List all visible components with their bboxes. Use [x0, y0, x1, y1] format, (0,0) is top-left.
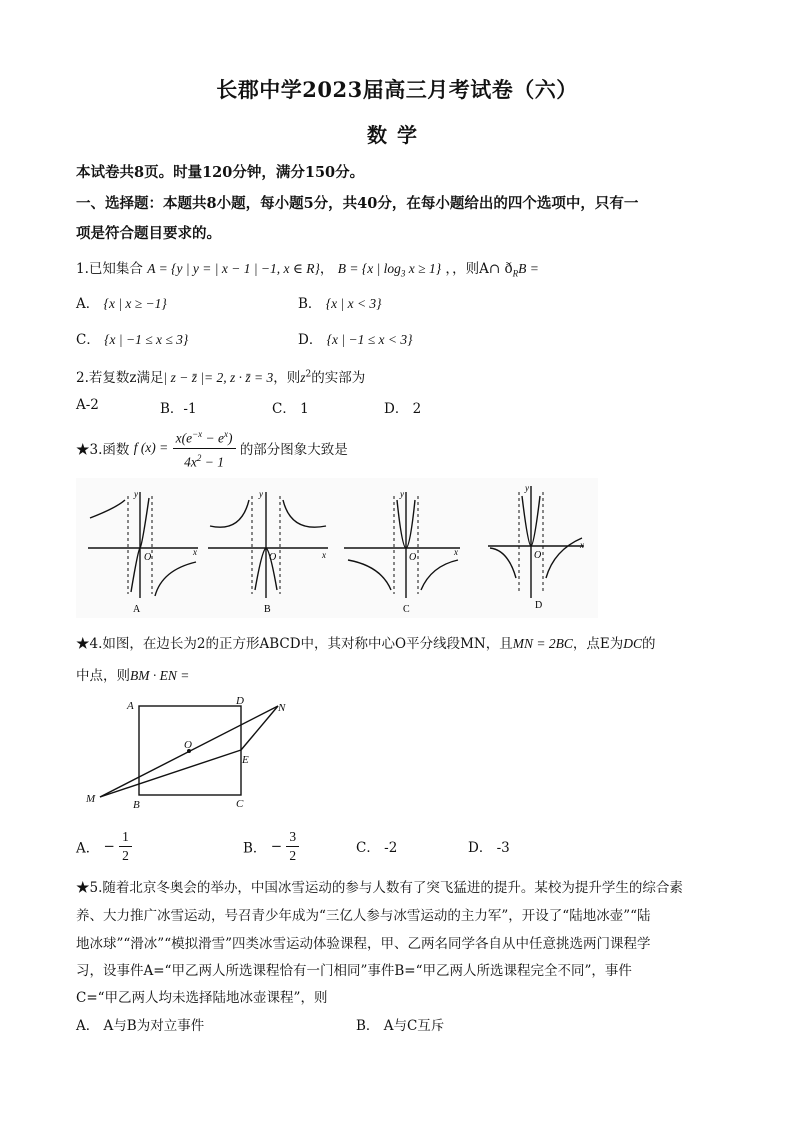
point-m: M: [86, 793, 96, 805]
svg-text:O: O: [534, 550, 542, 561]
q1-option-b[interactable]: B． {x | x < 3}: [298, 296, 382, 312]
q1-option-d[interactable]: D． {x | −1 ≤ x < 3}: [298, 332, 413, 348]
point-n: N: [278, 702, 286, 714]
question-number: 1.: [76, 261, 89, 277]
subscript-r: R: [512, 268, 519, 279]
q4-option-b[interactable]: B． − $\frac{3}{2}$: [243, 828, 299, 865]
question-5-line5: C=“甲乙两人均未选择陆地冰壶课程”，则: [76, 990, 328, 1006]
exam-title: 长郡中学2023届高三月考试卷（六）: [216, 77, 578, 102]
svg-text:O: O: [409, 552, 417, 563]
set-a-expression: A = {y | y = | x − 1 | −1, x ∈ R}: [147, 261, 320, 276]
svg-text:y: y: [525, 483, 529, 493]
svg-text:x: x: [580, 540, 584, 550]
section1-heading-line2: 项是符合题目要求的。: [76, 225, 221, 242]
q3-graph-options: [76, 478, 598, 618]
question-4-stem-line1: ★4.如图，在边长为2的正方形ABCD中，其对称中心O平分线段MN，且MN = 2BC，点E为DC的: [76, 636, 656, 652]
q4-option-c[interactable]: C． -2: [356, 840, 398, 856]
vertex-c: C: [236, 798, 244, 810]
q2-option-a[interactable]: A-2: [76, 397, 99, 413]
segment-me: [100, 750, 241, 797]
q5-option-b[interactable]: B． A与C互斥: [356, 1018, 445, 1034]
question-text: 已知集合: [88, 261, 143, 277]
vertex-d: D: [236, 695, 244, 707]
graph-b-label: B: [264, 604, 271, 615]
svg-text:x: x: [193, 547, 197, 557]
question-1-stem: [76, 257, 539, 279]
question-2-stem: 2.若复数z满足| z − z̄ |= 2, z · z̄ = 3，则$z^2$的实部为: [76, 369, 366, 386]
q5-option-a[interactable]: A． A与B为对立事件: [76, 1018, 205, 1034]
question-3-stem: ★3.函数 f (x) = $\frac{x(e^{-x} - e^x)}{4x^2 - 1}$ 的部分图象大致是: [76, 425, 348, 471]
graph-c-label: C: [403, 604, 410, 615]
svg-text:O: O: [269, 552, 277, 563]
question-5-line2: 养、大力推广冰雪运动，号召青少年成为“三亿人参与冰雪运动的主力军”，开设了“陆地冰壶”“陆: [76, 908, 651, 924]
graph-d-label: D: [535, 600, 543, 611]
point-o: O: [184, 739, 192, 751]
q2-option-c[interactable]: C． 1: [272, 401, 309, 417]
segment-en: [241, 706, 278, 750]
vertex-a: A: [127, 700, 134, 712]
svg-text:y: y: [400, 489, 404, 499]
fraction-denominator: $4x^2 - 1$: [184, 452, 224, 469]
point-e: E: [242, 754, 249, 766]
q4-segment-dc: DC: [623, 636, 642, 651]
q2-condition: | z − z̄ |= 2, z · z̄ = 3: [163, 370, 274, 385]
svg-text:x: x: [454, 547, 458, 557]
q4-condition-mn: MN = 2BC: [512, 636, 573, 651]
question-text: B =: [518, 261, 539, 276]
q4-square-figure: [76, 694, 300, 812]
subject-title: 数学: [367, 123, 427, 147]
set-b-expression: B = {x | $\log_3 x \ge 1$}: [337, 261, 442, 279]
q4-expression: BM · EN =: [130, 668, 190, 683]
vertex-b: B: [133, 799, 140, 811]
q2-option-d[interactable]: D． 2: [384, 401, 422, 417]
function-fraction: [173, 425, 236, 471]
question-4-stem-line2: 中点，则BM · EN =: [76, 668, 190, 684]
function-name: f (x) =: [133, 440, 169, 455]
exam-intro: 本试卷共8页。时量120分钟，满分150分。: [76, 164, 365, 181]
svg-text:y: y: [134, 489, 138, 499]
svg-text:x: x: [322, 550, 326, 560]
svg-text:O: O: [144, 552, 152, 563]
section1-heading-line1: 一、选择题：本题共8小题，每小题5分，共40分，在每小题给出的四个选项中，只有一: [76, 195, 639, 212]
q1-option-a[interactable]: A． {x | x ≥ −1}: [76, 296, 167, 312]
svg-text:y: y: [259, 489, 263, 499]
q1-option-c[interactable]: C． {x | −1 ≤ x ≤ 3}: [76, 332, 189, 348]
q2-option-b[interactable]: B．-1: [160, 401, 197, 417]
separator: ，: [319, 261, 334, 277]
question-text: ，，则A∩ ð: [445, 261, 513, 277]
question-5-line4: 习，设事件A=“甲乙两人所选课程恰有一门相同”事件B=“甲乙两人所选课程完全不同”，事件: [76, 963, 632, 979]
fraction-numerator: $x(e^{-x} - e^x)$: [173, 425, 236, 449]
question-5-line1: ★5.随着北京冬奥会的举办，中国冰雪运动的参与人数有了突飞猛进的提升。某校为提升学生的综合素: [76, 880, 683, 896]
q4-option-d[interactable]: D． -3: [468, 840, 510, 856]
q4-option-a[interactable]: A． − $\frac{1}{2}$: [76, 828, 132, 865]
question-5-line3: 地冰球”“滑冰”“模拟滑雪”四类冰雪运动体验课程，甲、乙两名同学各自从中任意挑选两门课程学: [76, 936, 651, 952]
graph-a-label: A: [133, 604, 141, 615]
